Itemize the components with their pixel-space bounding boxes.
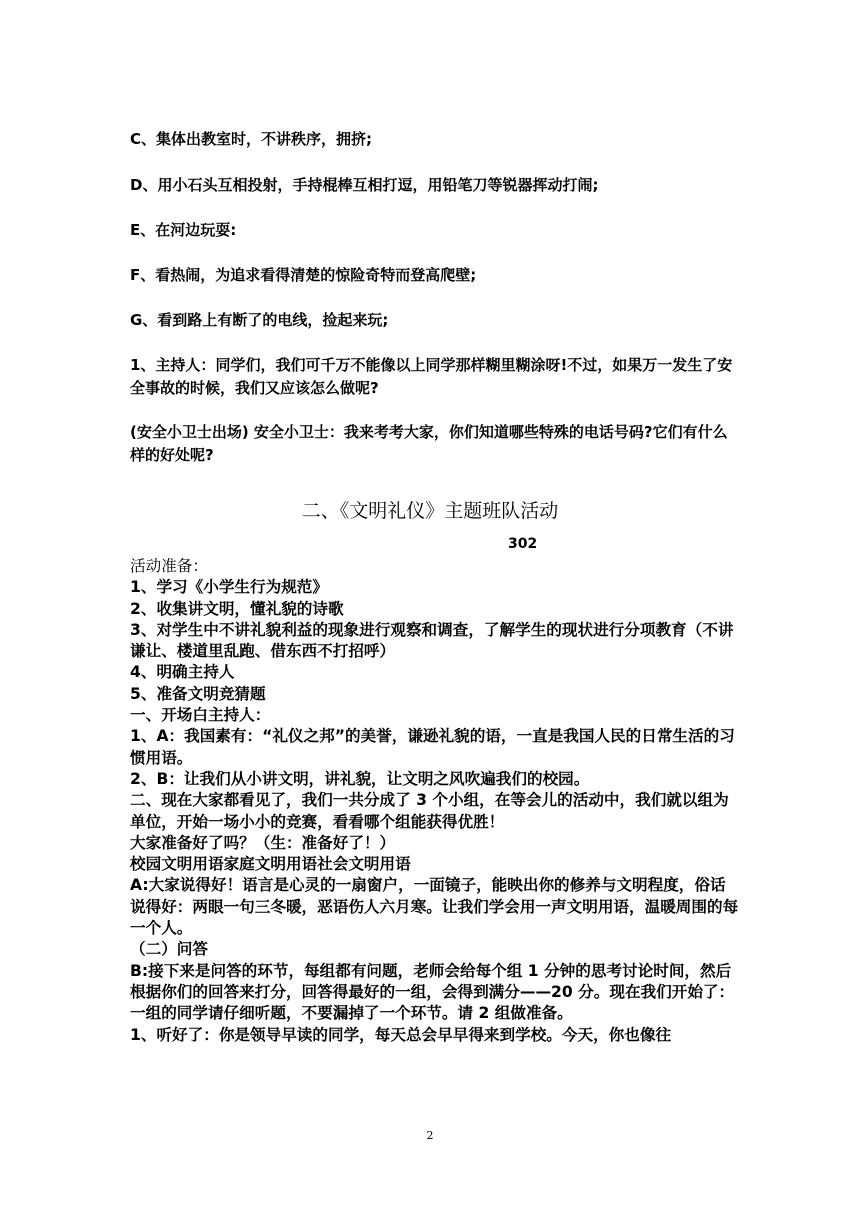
opening-a: 1、A：我国素有：“礼仪之邦”的美誉，谦逊礼貌的语，一直是我国人民的日常生活的习惯用语。 (130, 727, 735, 767)
group-one-line: 一组的同学请仔细听题，不要漏掉了一个环节。请 2 组做准备。 (130, 1004, 573, 1023)
item-g: G、看到路上有断了的电线，捡起来玩; (130, 311, 389, 329)
prep-item-1: 1、学习《小学生行为规范》 (130, 578, 328, 597)
class-number: 302 (508, 536, 538, 552)
prep-heading: 活动准备： (130, 557, 208, 575)
section-title: 二、《文明礼仪》主题班队活动 (301, 500, 559, 522)
host-paragraph: 1、主持人：同学们，我们可千万不能像以上同学那样糊里糊涂呀!不过，如果万一发生了安全事故的时候，我们又应该怎么做呢? (130, 356, 733, 397)
civil-terms-line: 校园文明用语家庭文明用语社会文明用语 (130, 855, 411, 874)
groups-paragraph: 二、现在大家都看见了，我们一共分成了 3 个小组，在等会儿的活动中，我们就以组为单位，开始一场小小的竞赛，看看哪个组能获得优胜！ (130, 791, 729, 831)
item-e: E、在河边玩耍: (130, 221, 237, 239)
prep-item-2: 2、收集讲文明，懂礼貌的诗歌 (130, 599, 344, 618)
qa-heading: （二）问答 (130, 940, 208, 959)
item-f: F、看热闹，为追求看得清楚的惊险奇特而登高爬壁; (130, 266, 477, 284)
ready-line: 大家准备好了吗？（生：准备好了！） (130, 833, 396, 852)
opening-heading: 一、开场白主持人： (130, 706, 271, 725)
body-text (130, 556, 740, 1046)
item-c: C、集体出教室时，不讲秩序，拥挤; (130, 130, 373, 148)
prep-item-3: 3、对学生中不讲礼貌利益的现象进行观察和调查，了解学生的现状进行分项教育（不讲谦让、楼道里乱跑、借东西不打招呼） (130, 620, 734, 661)
speaker-b-paragraph: B:接下来是问答的环节，每组都有问题，老师会给每个组 1 分钟的思考讨论时间，然后根据你们的回答来打分，回答得最好的一组，会得到满分——20 分。现在我们开始了： (130, 961, 735, 1001)
item-d: D、用小石头互相投射，手持棍棒互相打逗，用铅笔刀等锐器挥动打闹; (130, 176, 599, 194)
opening-b: 2、B：让我们从小讲文明，讲礼貌，让文明之风吹遍我们的校园。 (130, 769, 590, 788)
speaker-a-paragraph: A:大家说得好！语言是心灵的一扇窗户，一面镜子，能映出你的修养与文明程度，俗话说得好：两眼一句三冬暖，恶语伤人六月寒。让我们学会用一声文明用语，温暖周围的每一个人。 (130, 876, 739, 938)
prep-item-5: 5、准备文明竞猜题 (130, 684, 266, 703)
prep-item-4: 4、明确主持人 (130, 663, 235, 682)
safety-guard-paragraph: (安全小卫士出场) 安全小卫士：我来考考大家，你们知道哪些特殊的电话号码?它们有什么样的好处呢? (130, 423, 728, 464)
page-number: 2 (426, 1129, 434, 1142)
question-1-line: 1、听好了：你是领导早读的同学，每天总会早早得来到学校。今天，你也像往 (130, 1025, 672, 1044)
